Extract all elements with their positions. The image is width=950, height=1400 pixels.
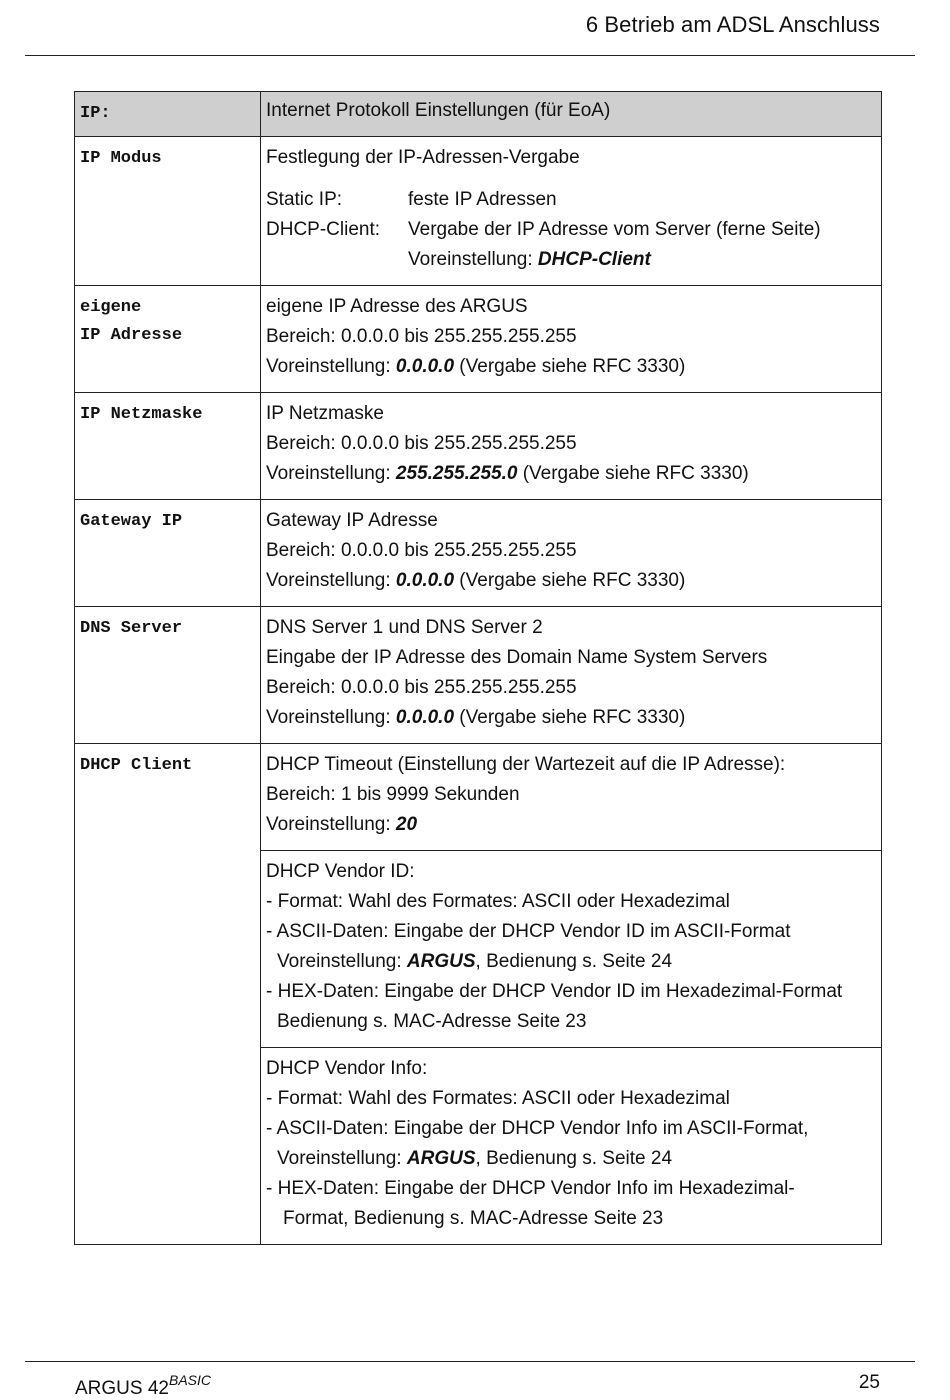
format-line: - Format: Wahl des Formates: ASCII oder Hexadezimal bbox=[266, 891, 730, 912]
param-cell: DHCP Client bbox=[75, 744, 261, 1245]
default-line bbox=[266, 810, 876, 840]
default-prefix: Voreinstellung: bbox=[277, 1148, 407, 1169]
table-row-gateway bbox=[75, 500, 882, 607]
default-value: ARGUS bbox=[406, 1148, 476, 1169]
range-line: Bereich: 1 bis 9999 Sekunden bbox=[266, 784, 520, 805]
table-row-dhcp-client bbox=[75, 744, 882, 851]
default-prefix: Voreinstellung: bbox=[277, 951, 407, 972]
static-ip-option bbox=[266, 185, 876, 215]
default-suffix: , Bedienung s. Seite 24 bbox=[475, 1148, 673, 1169]
hex-line: - HEX-Daten: Eingabe der DHCP Vendor Info im Hexadezimal- bbox=[266, 1178, 795, 1199]
param-cell: IP: bbox=[75, 92, 261, 137]
desc-title: Gateway IP Adresse bbox=[266, 510, 438, 531]
desc-title: DHCP Timeout (Einstellung der Wartezeit auf die IP Adresse): bbox=[266, 754, 786, 775]
default-value: DHCP-Client bbox=[537, 249, 651, 270]
default-value: 0.0.0.0 bbox=[395, 356, 455, 377]
default-suffix: (Vergabe siehe RFC 3330) bbox=[454, 570, 686, 591]
option-label: Static IP: bbox=[266, 189, 343, 210]
dhcp-client-option bbox=[266, 215, 876, 275]
table-row-ip-modus bbox=[75, 137, 882, 286]
option-value: feste IP Adressen bbox=[408, 189, 557, 210]
input-line: Eingabe der IP Adresse des Domain Name System Servers bbox=[266, 647, 768, 668]
table-row-dns bbox=[75, 607, 882, 744]
desc-cell bbox=[261, 393, 882, 500]
default-value: 255.255.255.0 bbox=[395, 463, 518, 484]
default-prefix: Voreinstellung: bbox=[266, 356, 396, 377]
param-cell: IP Modus bbox=[75, 137, 261, 286]
param-cell bbox=[75, 286, 261, 393]
range-line: Bereich: 0.0.0.0 bis 255.255.255.255 bbox=[266, 677, 577, 698]
default-suffix: (Vergabe siehe RFC 3330) bbox=[517, 463, 749, 484]
product-label: ARGUS 42 bbox=[75, 1378, 169, 1399]
chapter-title: 6 Betrieb am ADSL Anschluss bbox=[585, 12, 880, 37]
default-prefix: Voreinstellung: bbox=[266, 570, 396, 591]
desc-title: IP Netzmaske bbox=[266, 403, 384, 424]
default-value: 20 bbox=[395, 814, 418, 835]
hex-line: - HEX-Daten: Eingabe der DHCP Vendor ID im Hexadezimal-Format bbox=[266, 981, 843, 1002]
hex-continuation: Format, Bedienung s. MAC-Adresse Seite 23 bbox=[283, 1208, 664, 1229]
desc-title: DHCP Vendor Info: bbox=[266, 1058, 428, 1079]
option-description: Vergabe der IP Adresse vom Server (ferne Seite) bbox=[408, 219, 821, 240]
param-cell: Gateway IP bbox=[75, 500, 261, 607]
range-line: Bereich: 0.0.0.0 bis 255.255.255.255 bbox=[266, 326, 577, 347]
default-value: 0.0.0.0 bbox=[395, 570, 455, 591]
ip-settings-table bbox=[74, 91, 882, 1245]
page-number: 25 bbox=[858, 1372, 880, 1393]
default-line bbox=[266, 1144, 876, 1174]
desc-title: Festlegung der IP-Adressen-Vergabe bbox=[266, 147, 580, 168]
desc-title: DHCP Vendor ID: bbox=[266, 861, 415, 882]
default-value: 0.0.0.0 bbox=[395, 707, 455, 728]
default-prefix: Voreinstellung: bbox=[266, 463, 396, 484]
default-value: ARGUS bbox=[406, 951, 476, 972]
desc-cell bbox=[261, 607, 882, 744]
range-line: Bereich: 0.0.0.0 bis 255.255.255.255 bbox=[266, 540, 577, 561]
default-prefix: Voreinstellung: bbox=[266, 814, 396, 835]
desc-cell-timeout bbox=[261, 744, 882, 851]
default-line bbox=[266, 947, 876, 977]
range-line: Bereich: 0.0.0.0 bis 255.255.255.255 bbox=[266, 433, 577, 454]
option-label: DHCP-Client: bbox=[266, 219, 381, 240]
desc-title: eigene IP Adresse des ARGUS bbox=[266, 296, 528, 317]
option-value bbox=[408, 215, 876, 275]
param-line: eigene bbox=[80, 298, 142, 317]
default-suffix: (Vergabe siehe RFC 3330) bbox=[454, 707, 686, 728]
desc-cell: Internet Protokoll Einstellungen (für EoA) bbox=[261, 92, 882, 137]
default-line bbox=[408, 245, 876, 275]
table-row-netzmaske bbox=[75, 393, 882, 500]
default-line bbox=[266, 703, 876, 733]
desc-cell bbox=[261, 137, 882, 286]
default-line bbox=[266, 459, 876, 489]
desc-cell bbox=[261, 500, 882, 607]
format-line: - Format: Wahl des Formates: ASCII oder Hexadezimal bbox=[266, 1088, 730, 1109]
param-cell: IP Netzmaske bbox=[75, 393, 261, 500]
ascii-line: - ASCII-Daten: Eingabe der DHCP Vendor Info im ASCII-Format, bbox=[266, 1118, 809, 1139]
hex-continuation: Bedienung s. MAC-Adresse Seite 23 bbox=[277, 1011, 587, 1032]
desc-title: DNS Server 1 und DNS Server 2 bbox=[266, 617, 543, 638]
ascii-line: - ASCII-Daten: Eingabe der DHCP Vendor ID im ASCII-Format bbox=[266, 921, 791, 942]
default-line bbox=[266, 352, 876, 382]
default-prefix: Voreinstellung: bbox=[408, 249, 538, 270]
footer-rule bbox=[25, 1361, 915, 1362]
default-prefix: Voreinstellung: bbox=[266, 707, 396, 728]
header-rule bbox=[25, 55, 915, 56]
default-line bbox=[266, 566, 876, 596]
desc-cell-vendor-id bbox=[261, 851, 882, 1048]
param-cell: DNS Server bbox=[75, 607, 261, 744]
table-header-row bbox=[75, 92, 882, 137]
desc-cell-vendor-info bbox=[261, 1048, 882, 1245]
table-row-eigene-ip bbox=[75, 286, 882, 393]
product-edition: BASIC bbox=[168, 1372, 211, 1388]
default-suffix: , Bedienung s. Seite 24 bbox=[475, 951, 673, 972]
desc-cell bbox=[261, 286, 882, 393]
default-suffix: (Vergabe siehe RFC 3330) bbox=[454, 356, 686, 377]
param-line: IP Adresse bbox=[80, 326, 183, 345]
